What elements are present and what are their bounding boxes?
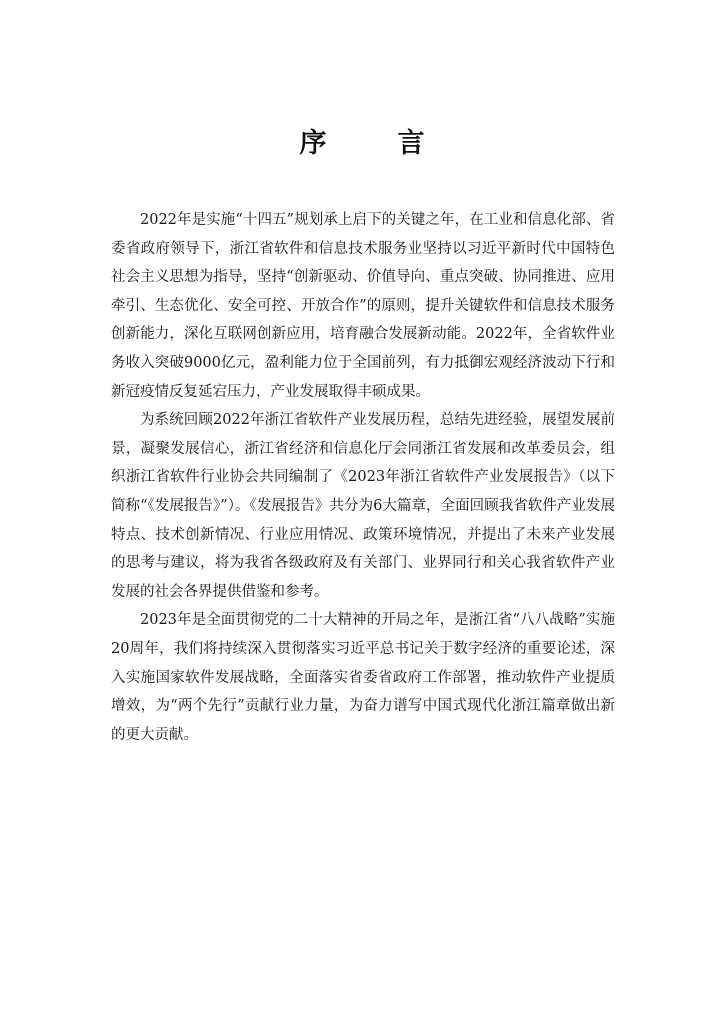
paragraph-3: 2023年是全面贯彻党的二十大精神的开局之年，是浙江省“八八战略”实施20周年，我们将持续深入贯彻落实习近平总书记关于数字经济的重要论述，深入实施国家软件发展战略，全面落实省委省政府工作部署，推动软件产业提质增效，为“两个先行”贡献行业力量，为奋力谱写中国式现代化浙江篇章做出新的更大贡献。 bbox=[111, 612, 615, 743]
page-title: 序 言 bbox=[299, 128, 447, 159]
paragraph-1: 2022年是实施“十四五”规划承上启下的关键之年，在工业和信息化部、省委省政府领导下，浙江省软件和信息技术服务业坚持以习近平新时代中国特色社会主义思想为指导，坚持“创新驱动、价值导向、重点突破、协同推进、应用牵引、生态优化、安全可控、开放合作”的原则，提升关键软件和信息技术服务创新能力，深化互联网创新应用，培育融合发展新动能。2022年，全省软件业务收入突破9000亿元，盈利能力位于全国前列，有力抵御宏观经济波动下行和新冠疫情反复延宕压力，产业发展取得丰硕成果。 bbox=[111, 212, 615, 400]
paragraph-2: 为系统回顾2022年浙江省软件产业发展历程，总结先进经验，展望发展前景，凝聚发展信心，浙江省经济和信息化厅会同浙江省发展和改革委员会，组织浙江省软件行业协会共同编制了《2023年浙江省软件产业发展报告》（以下简称“《发展报告》”）。《发展报告》共分为6大篇章，全面回顾我省软件产业发展特点、技术创新情况、行业应用情况、政策环境情况，并提出了未来产业发展的思考与建议，将为我省各级政府及有关部门、业界同行和关心我省软件产业发展的社会各界提供借鉴和参考。 bbox=[111, 412, 615, 600]
preface-body bbox=[111, 206, 615, 749]
